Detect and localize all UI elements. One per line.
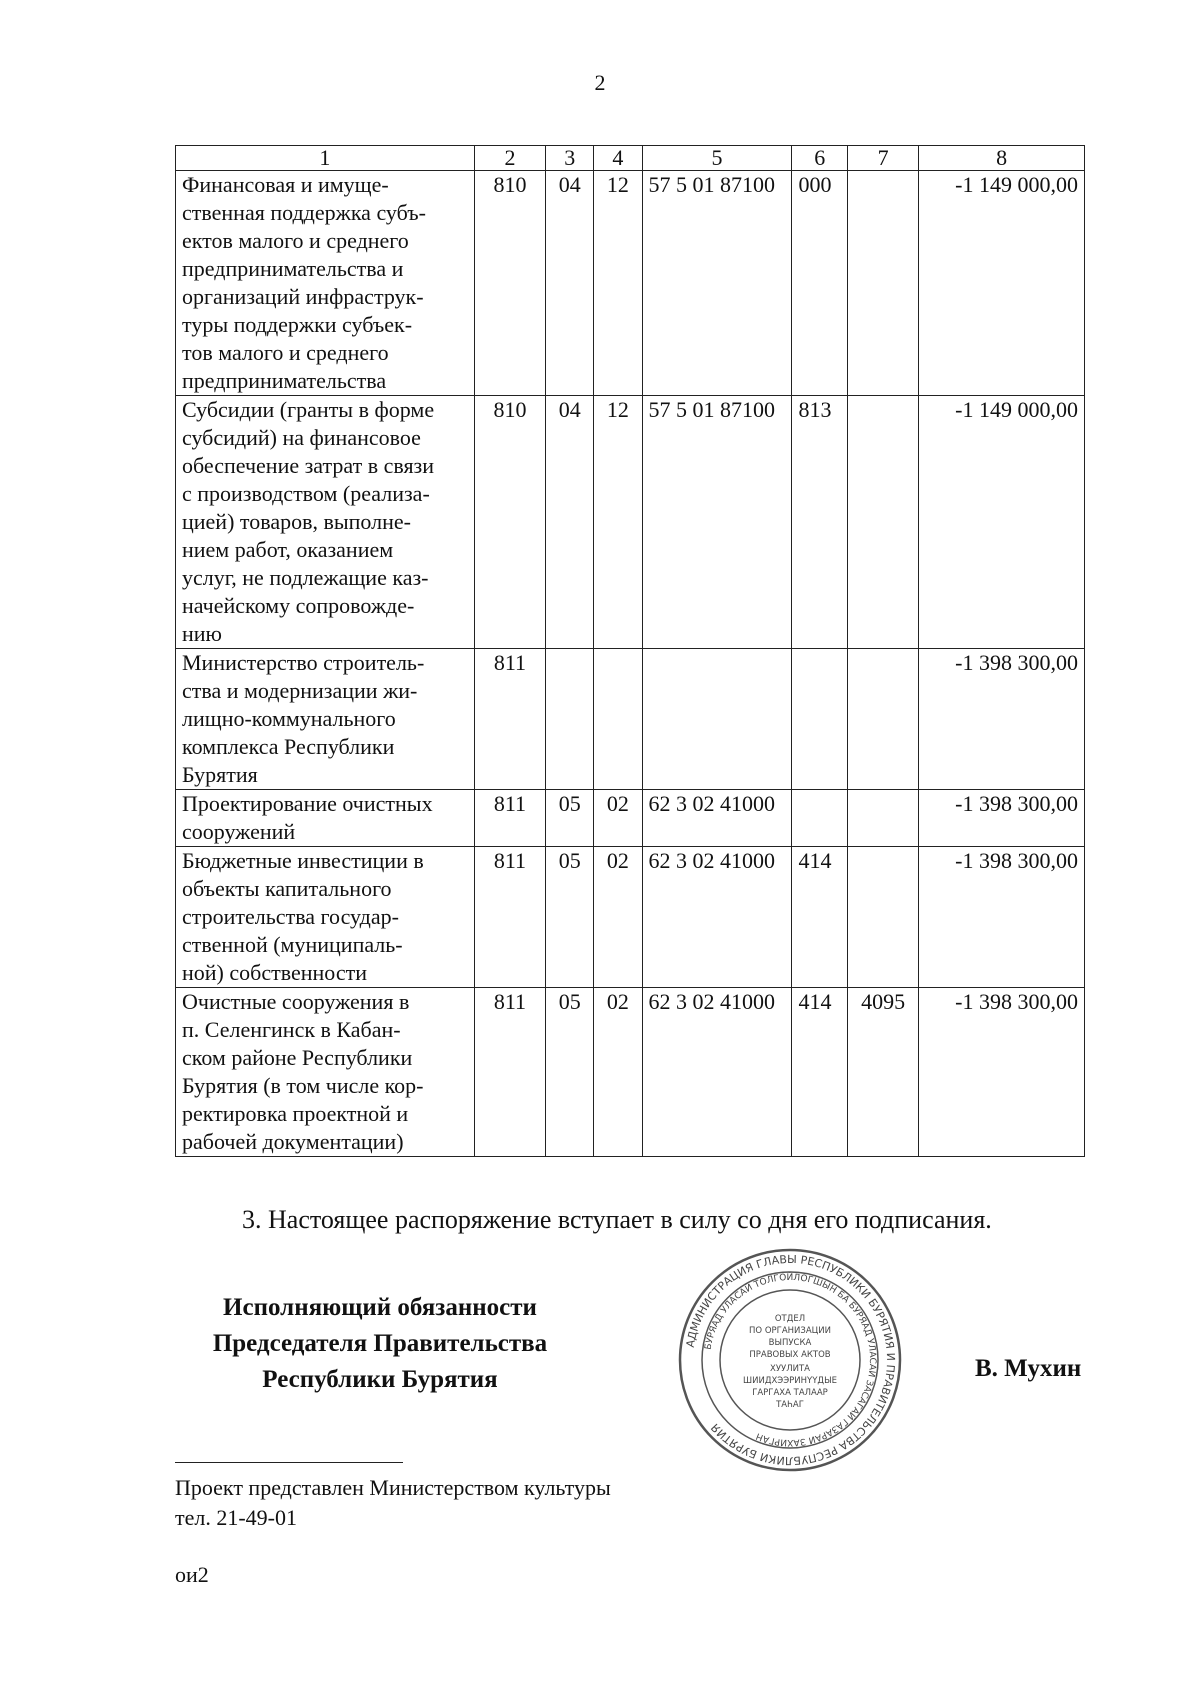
ministry-code-cell: 811 [474,649,545,790]
table-header-cell: 1 [176,146,475,171]
official-stamp [675,1245,905,1475]
svg-text:ГАРГАХА ТАЛААР: ГАРГАХА ТАЛААР [752,1388,828,1398]
code-cell [848,790,919,847]
expense-type-cell [792,649,848,790]
code-cell [848,171,919,396]
svg-text:ОТДЕЛ: ОТДЕЛ [774,1314,806,1324]
target-article-cell: 62 3 02 41000 [642,790,792,847]
footnote-divider [175,1462,403,1463]
row-name-cell: Бюджетные инвестиции в объекты капитального строительства государ- ственной (муниципаль- ной) собственности [176,847,475,988]
svg-text:ВЫПУСКА: ВЫПУСКА [768,1338,812,1348]
expense-type-cell [792,790,848,847]
target-article-cell [642,649,792,790]
stamp-outer-ring [680,1250,900,1470]
row-name-cell: Министерство строитель- ства и модернизации жи- лищно-коммунального комплекса Республики Бурятия [176,649,475,790]
expense-type-cell: 813 [792,396,848,649]
footnote: Проект представлен Министерством культуры тел. 21-49-01 [175,1475,611,1530]
subsection-cell: 12 [594,396,642,649]
ministry-code-cell: 811 [474,988,545,1157]
table-row [176,847,1085,988]
amount-cell: -1 149 000,00 [919,171,1085,396]
subsection-cell: 02 [594,847,642,988]
subsection-cell: 02 [594,988,642,1157]
ministry-code-cell: 810 [474,171,545,396]
subsection-cell [594,649,642,790]
section-cell: 05 [546,847,594,988]
table-header-cell: 2 [474,146,545,171]
subsection-cell: 12 [594,171,642,396]
table-header-row [176,146,1085,171]
expense-type-cell: 414 [792,847,848,988]
signer-name: В. Мухин [975,1355,1082,1382]
table-header-cell: 4 [594,146,642,171]
page-number: 2 [594,70,606,95]
section-cell [546,649,594,790]
table-row [176,171,1085,396]
amount-cell: -1 398 300,00 [919,988,1085,1157]
target-article-cell: 62 3 02 41000 [642,988,792,1157]
effective-date-clause: 3. Настоящее распоряжение вступает в силу со дня его подписания. [242,1205,992,1234]
svg-text:ПРАВОВЫХ АКТОВ: ПРАВОВЫХ АКТОВ [749,1350,831,1360]
table-header-cell: 5 [642,146,792,171]
code-cell [848,649,919,790]
target-article-cell: 57 5 01 87100 [642,396,792,649]
section-cell: 04 [546,396,594,649]
table-row [176,988,1085,1157]
table-row [176,396,1085,649]
amount-cell: -1 398 300,00 [919,847,1085,988]
table-header-cell: 3 [546,146,594,171]
expense-type-cell: 000 [792,171,848,396]
table-header-cell: 8 [919,146,1085,171]
svg-text:ШИИДХЭЭРИНҮҮДЫЕ: ШИИДХЭЭРИНҮҮДЫЕ [743,1376,837,1386]
ministry-code-cell: 811 [474,790,545,847]
amount-cell: -1 149 000,00 [919,396,1085,649]
svg-text:ТАҺАГ: ТАҺАГ [776,1400,804,1410]
code-cell: 4095 [848,988,919,1157]
stamp-outer-text: АДМИНИСТРАЦИЯ ГЛАВЫ РЕСПУБЛИКИ БУРЯТИЯ И ПРАВИТЕЛЬСТВА РЕСПУБЛИКИ БУРЯТИЯ [683,1252,898,1468]
document-code: ои2 [175,1562,209,1587]
amount-cell: -1 398 300,00 [919,790,1085,847]
row-name-cell: Финансовая и имуще- ственная поддержка субъ- ектов малого и среднего предпринимательства и организаций инфраструк- туры поддержки субъек- тов малого и среднего предпринимательства [176,171,475,396]
subsection-cell: 02 [594,790,642,847]
stamp-middle-ring [702,1272,878,1448]
stamp-inner-text: БУРЯАД УЛАСАЙ ТОЛГОЙЛОГШЫН БА БУРЯАД УЛАСАЙ ЗАСАГАЙ ГАЗАРАЙ ЗАХИРГАН [703,1272,878,1448]
svg-text:ХУУЛИТА: ХУУЛИТА [770,1364,810,1374]
table-header-cell: 6 [792,146,848,171]
table-row [176,649,1085,790]
budget-table [175,145,1085,1157]
code-cell [848,396,919,649]
table-header-cell: 7 [848,146,919,171]
row-name-cell: Проектирование очистных сооружений [176,790,475,847]
ministry-code-cell: 810 [474,396,545,649]
signer-title: Исполняющий обязанности Председателя Правительства Республики Бурятия [212,1294,548,1393]
row-name-cell: Очистные сооружения в п. Селенгинск в Кабан- ском районе Республики Бурятия (в том числе кор- ректировка проектной и рабочей документации) [176,988,475,1157]
amount-cell: -1 398 300,00 [919,649,1085,790]
table-row [176,790,1085,847]
section-cell: 05 [546,988,594,1157]
code-cell [848,847,919,988]
target-article-cell: 57 5 01 87100 [642,171,792,396]
stamp-center-text [743,1314,837,1410]
ministry-code-cell: 811 [474,847,545,988]
row-name-cell: Субсидии (гранты в форме субсидий) на финансовое обеспечение затрат в связи с производством (реализа- цией) товаров, выполне- нием работ, оказанием услуг, не подлежащие каз- начейскому сопровожде- нию [176,396,475,649]
target-article-cell: 62 3 02 41000 [642,847,792,988]
expense-type-cell: 414 [792,988,848,1157]
svg-text:ПО ОРГАНИЗАЦИИ: ПО ОРГАНИЗАЦИИ [749,1326,831,1336]
section-cell: 05 [546,790,594,847]
section-cell: 04 [546,171,594,396]
